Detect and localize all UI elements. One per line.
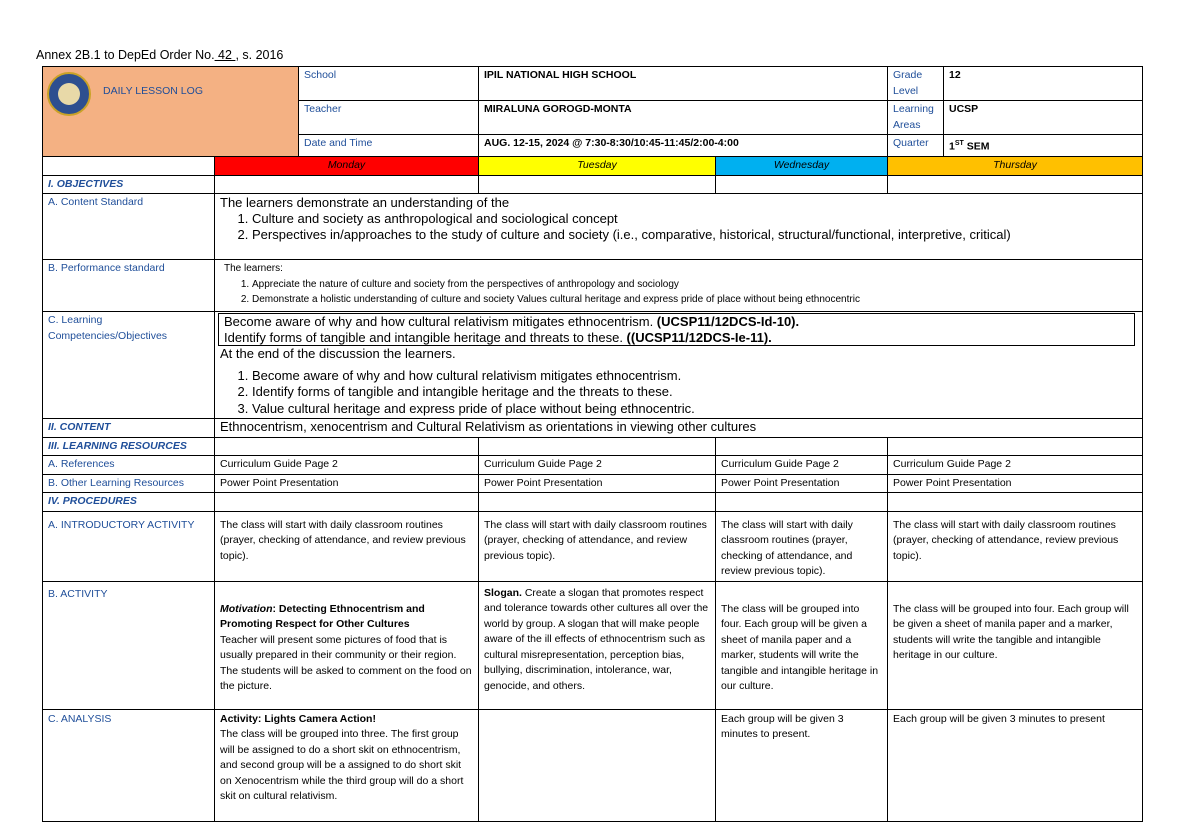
activity-thursday: The class will be grouped into four. Each group will be given a sheet of manila paper and a marker, students will write the tangible and intangible heritage in our culture.: [888, 581, 1143, 709]
end-intro: At the end of the discussion the learners.: [220, 346, 456, 361]
list-item: 2. Demonstrate a holistic understanding of culture and society Values cultural heritage and express pride of place without being ethnocentric: [252, 292, 1137, 308]
competency-box: [218, 313, 1135, 346]
performance-standard-label: B. Performance standard: [43, 260, 215, 312]
other-resource-thursday: Power Point Presentation: [888, 474, 1143, 493]
objectives-heading: I. OBJECTIVES: [43, 175, 215, 194]
learning-areas-value: UCSP: [944, 101, 1143, 135]
performance-intro: The learners:: [224, 263, 283, 274]
competencies-label: C. Learning Competencies/Objectives: [43, 312, 215, 419]
analysis-thursday: Each group will be given 3 minutes to present: [888, 709, 1143, 821]
school-label: School: [299, 67, 479, 101]
teacher-value: MIRALUNA GOROGD-MONTA: [479, 101, 888, 135]
empty-cell: [215, 175, 479, 194]
reference-wednesday: Curriculum Guide Page 2: [716, 456, 888, 475]
day-header-monday: Monday: [215, 157, 479, 176]
reference-thursday: Curriculum Guide Page 2: [888, 456, 1143, 475]
performance-list: [220, 277, 1137, 308]
reference-tuesday: Curriculum Guide Page 2: [479, 456, 716, 475]
content-standard-label: A. Content Standard: [43, 194, 215, 260]
slogan-label: Slogan.: [484, 586, 522, 599]
other-resource-tuesday: Power Point Presentation: [479, 474, 716, 493]
motivation-label: Motivation: [220, 602, 273, 615]
date-time-value: AUG. 12-15, 2024 @ 7:30-8:30/10:45-11:45/2:00-4:00: [479, 135, 888, 157]
annex-prefix: Annex 2B.1 to DepEd Order No.: [36, 48, 215, 62]
content-standard-list: [220, 211, 1137, 244]
references-label: A. References: [43, 456, 215, 475]
activity-monday-text: Teacher will present some pictures of food that is usually prepared in their community or their region. The students will be asked to comment on the food on the picture.: [220, 633, 472, 692]
analysis-monday-text: The class will be grouped into three. The first group will be assigned to do a short skit on ethnocentrism, and second group will be a assigned to do short skit on Xenocentrism while the third group will do a short skit on cultural relativism.: [220, 728, 464, 802]
empty-cell: [215, 437, 479, 456]
activity-monday: [215, 581, 479, 709]
procedures-heading: IV. PROCEDURES: [43, 493, 215, 512]
other-resource-wednesday: Power Point Presentation: [716, 474, 888, 493]
lesson-log-table: [42, 66, 1143, 822]
motivation-title: : Detecting Ethnocentrism and Promoting Respect for Other Cultures: [220, 602, 425, 630]
day-header-wednesday: Wednesday: [716, 157, 888, 176]
activity-monday-title: [220, 602, 473, 633]
competencies-cell: [215, 312, 1143, 419]
intro-tuesday: The class will start with daily classroom routines (prayer, checking of attendance, and review previous topic).: [479, 511, 716, 581]
reference-monday: Curriculum Guide Page 2: [215, 456, 479, 475]
empty-cell: [479, 493, 716, 512]
content-text: Ethnocentrism, xenocentrism and Cultural Relativism as orientations in viewing other cultures: [215, 419, 1143, 438]
school-value: IPIL NATIONAL HIGH SCHOOL: [479, 67, 888, 101]
list-item: 2. Identify forms of tangible and intangible heritage and the threats to these.: [252, 384, 1137, 401]
quarter-label: Quarter: [888, 135, 944, 157]
grade-level-label: Grade Level: [888, 67, 944, 101]
intro-thursday: The class will start with daily classroom routines (prayer, checking of attendance, review previous topic).: [888, 511, 1143, 581]
analysis-tuesday: [479, 709, 716, 821]
empty-cell: [716, 493, 888, 512]
competency-1: [224, 314, 1129, 330]
empty-cell: [479, 437, 716, 456]
date-time-label: Date and Time: [299, 135, 479, 157]
empty-cell: [716, 437, 888, 456]
annex-line: [36, 48, 283, 62]
day-header-thursday: Thursday: [888, 157, 1143, 176]
quarter-value: [944, 135, 1143, 157]
introductory-activity-label: A. INTRODUCTORY ACTIVITY: [43, 511, 215, 581]
end-objectives-list: [220, 368, 1137, 418]
list-item: 2. Perspectives in/approaches to the study of culture and society (i.e., comparative, historical, structural/functional, interpretive, critical): [252, 227, 1137, 244]
teacher-label: Teacher: [299, 101, 479, 135]
competency-2-code: ((UCSP11/12DCS-Ie-11).: [626, 329, 772, 345]
quarter-suffix: ST: [954, 140, 964, 147]
empty-cell: [479, 175, 716, 194]
empty-cell: [888, 175, 1143, 194]
analysis-monday-title: Activity: Lights Camera Action!: [220, 712, 376, 725]
daily-lesson-log-title: DAILY LESSON LOG: [103, 85, 203, 97]
learning-areas-label: Learning Areas: [888, 101, 944, 135]
intro-monday: The class will start with daily classroom routines (prayer, checking of attendance, and review previous topic).: [215, 511, 479, 581]
analysis-wednesday: Each group will be given 3 minutes to present.: [716, 709, 888, 821]
competency-2: [224, 330, 1129, 346]
quarter-number: 1: [949, 140, 955, 153]
list-item: 1. Culture and society as anthropological and sociological concept: [252, 211, 1137, 228]
deped-seal-icon: [47, 72, 91, 116]
empty-cell: [888, 437, 1143, 456]
list-item: 3. Value cultural heritage and express pride of place without being ethnocentric.: [252, 401, 1137, 418]
activity-wednesday: The class will be grouped into four. Each group will be given a sheet of manila paper and a marker, students will write the tangible and intangible heritage in our culture.: [716, 581, 888, 709]
quarter-term: SEM: [963, 140, 990, 153]
activity-tuesday: [479, 581, 716, 709]
empty-cell: [716, 175, 888, 194]
list-item: 1. Become aware of why and how cultural relativism mitigates ethnocentrism.: [252, 368, 1137, 385]
analysis-monday: [215, 709, 479, 821]
activity-tuesday-text: Create a slogan that promotes respect and tolerance towards other cultures all over the world by group. A slogan that will make people aware of the ill effects of ethnocentrism such as cultural misrepresentation, perception bias, bullying, discrimination, intolerance, war, genocide, and others.: [484, 586, 709, 692]
competency-1-text: Become aware of why and how cultural relativism mitigates ethnocentrism.: [224, 314, 657, 329]
other-resources-label: B. Other Learning Resources: [43, 474, 215, 493]
competency-2-text: Identify forms of tangible and intangible heritage and threats to these.: [224, 329, 627, 345]
intro-wednesday: The class will start with daily classroom routines (prayer, checking of attendance, and review previous topic).: [716, 511, 888, 581]
annex-suffix: , s. 2016: [235, 48, 284, 62]
other-resource-monday: Power Point Presentation: [215, 474, 479, 493]
title-cell: [43, 67, 299, 157]
blank-cell: [43, 157, 215, 176]
performance-standard-cell: [215, 260, 1143, 312]
grade-level-value: 12: [944, 67, 1143, 101]
learning-resources-heading: III. LEARNING RESOURCES: [43, 437, 215, 456]
content-standard-cell: [215, 194, 1143, 260]
day-header-tuesday: Tuesday: [479, 157, 716, 176]
annex-number: 42: [214, 48, 236, 62]
empty-cell: [888, 493, 1143, 512]
analysis-label: C. ANALYSIS: [43, 709, 215, 821]
competency-1-code: (UCSP11/12DCS-Id-10).: [656, 314, 800, 329]
empty-cell: [215, 493, 479, 512]
content-heading: II. CONTENT: [43, 419, 215, 438]
content-standard-intro: The learners demonstrate an understanding of the: [220, 195, 510, 210]
list-item: 1. Appreciate the nature of culture and society from the perspectives of anthropology and sociology: [252, 277, 1137, 293]
activity-label: B. ACTIVITY: [43, 581, 215, 709]
